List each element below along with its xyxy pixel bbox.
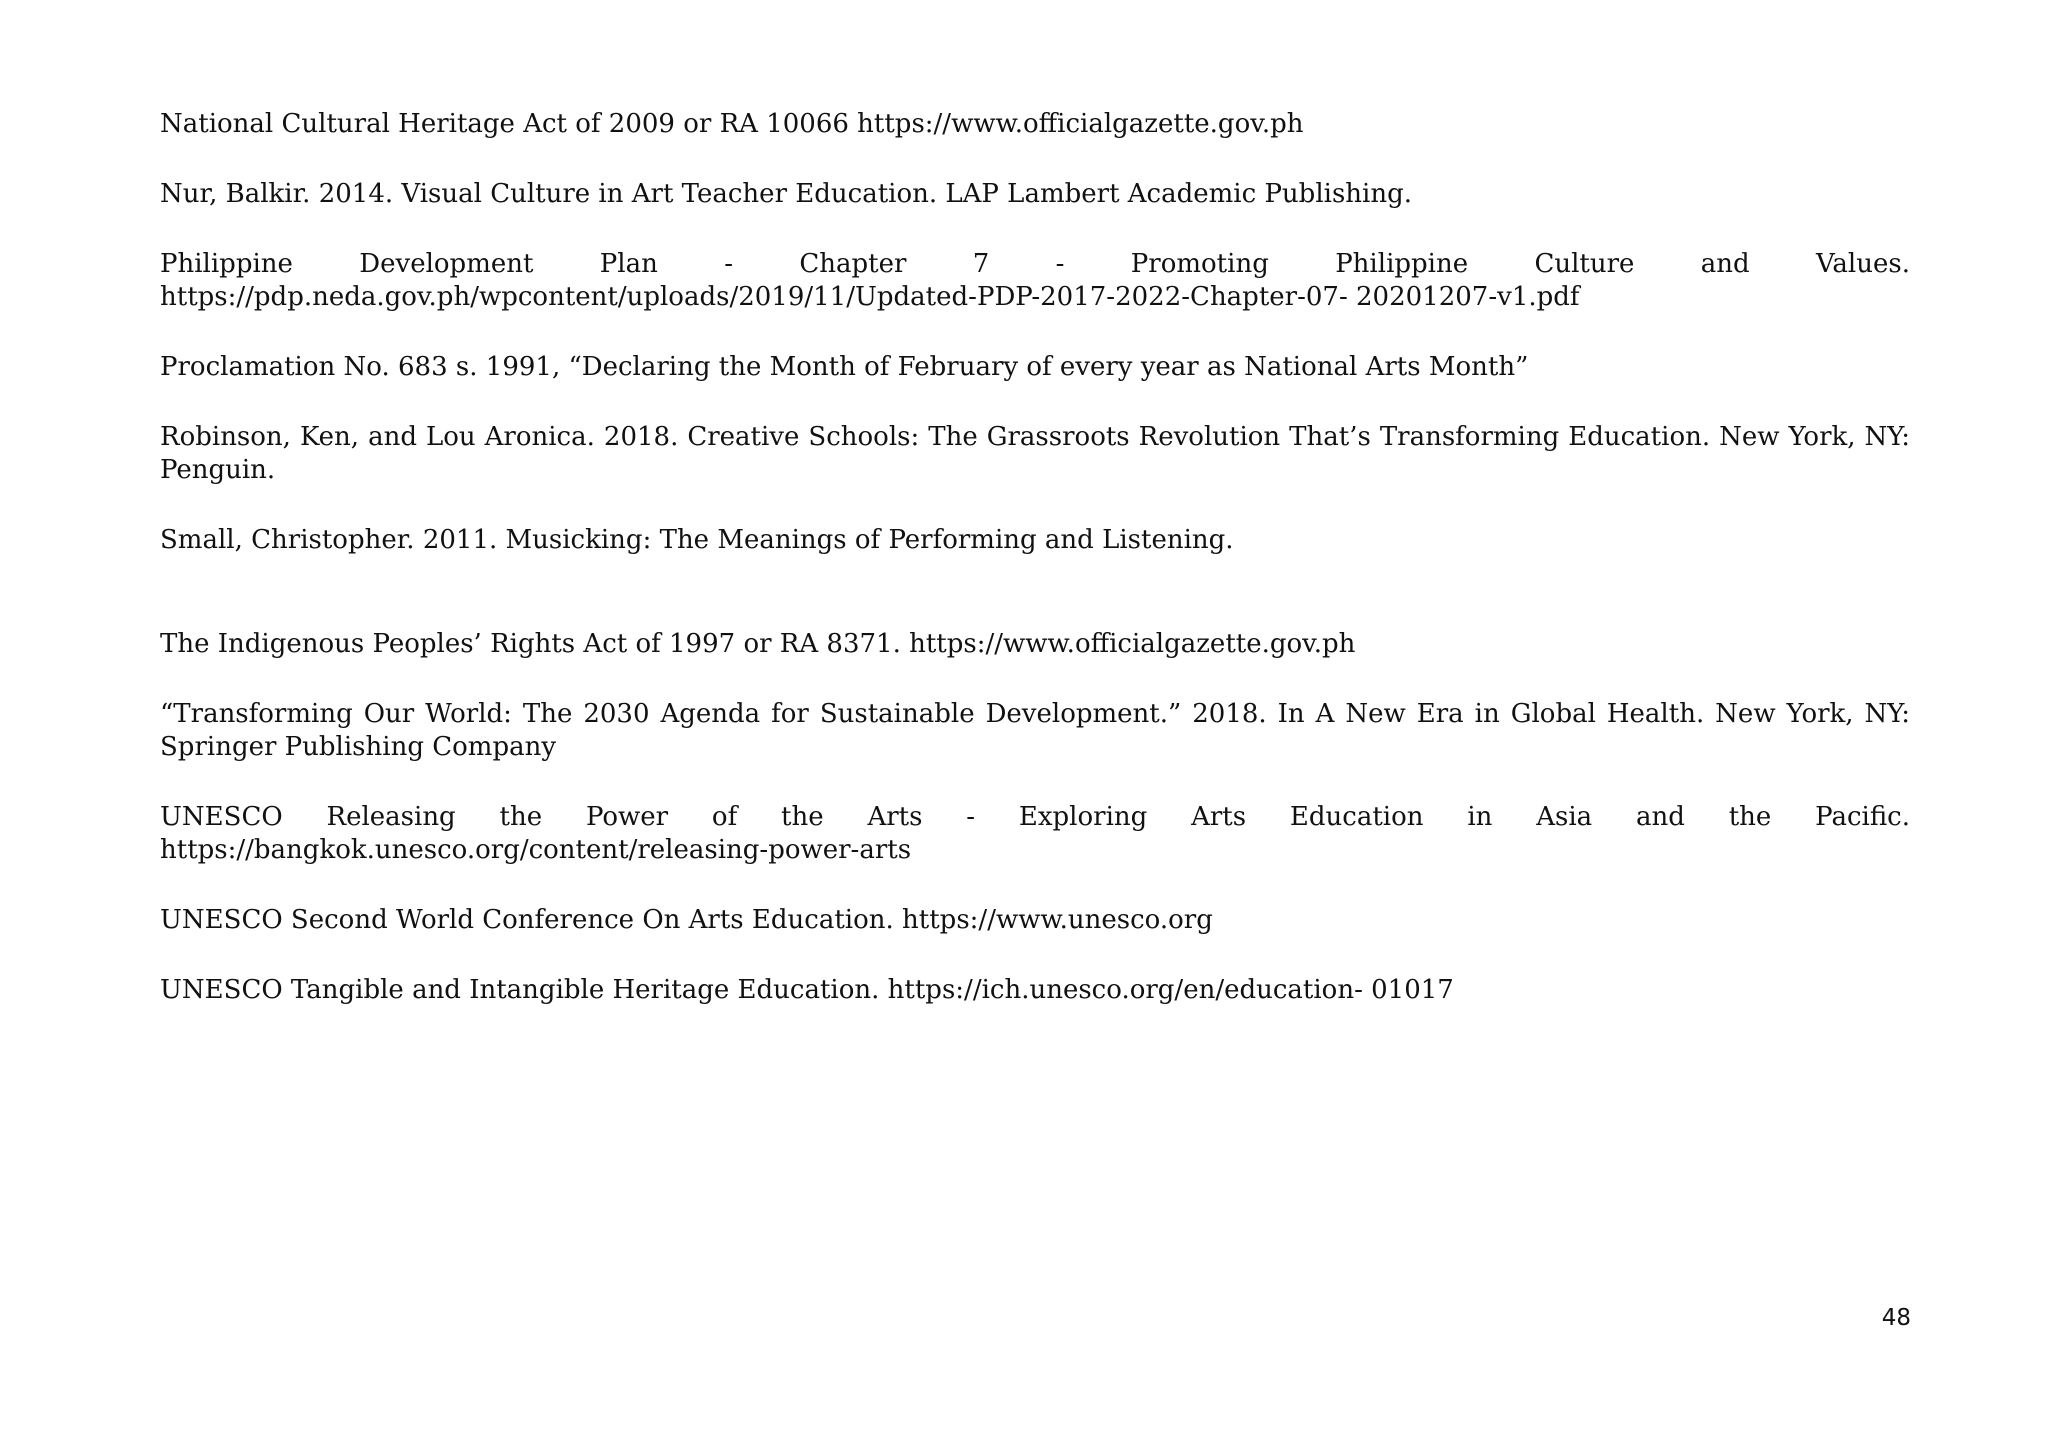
reference-item: Robinson, Ken, and Lou Aronica. 2018. Creative Schools: The Grassroots Revolution That’s Transforming Education. New York, NY: Penguin. (160, 422, 1910, 485)
reference-item: The Indigenous Peoples’ Rights Act of 1997 or RA 8371. https://www.officialgazette.gov.ph (160, 629, 1356, 659)
reference-url: https://bangkok.unesco.org/content/releasing-power-arts (160, 835, 912, 865)
reference-item: “Transforming Our World: The 2030 Agenda for Sustainable Development.” 2018. In A New Era in Global Health. New York, NY: Springer Publishing Company (160, 699, 1910, 762)
reference-item: Small, Christopher. 2011. Musicking: The Meanings of Performing and Listening. (160, 525, 1234, 555)
reference-item: Proclamation No. 683 s. 1991, “Declaring the Month of February of every year as National Arts Month” (160, 352, 1529, 382)
reference-item (160, 801, 1910, 867)
reference-line: UNESCO Releasing the Power of the Arts - Exploring Arts Education in Asia and the Pacific. (160, 802, 1910, 832)
page-number: 48 (1881, 1305, 1911, 1331)
reference-item: Nur, Balkir. 2014. Visual Culture in Art Teacher Education. LAP Lambert Academic Publishing. (160, 179, 1413, 209)
reference-item: National Cultural Heritage Act of 2009 or RA 10066 https://www.officialgazette.gov.ph (160, 109, 1304, 139)
reference-item (160, 248, 1910, 314)
reference-item: UNESCO Tangible and Intangible Heritage Education. https://ich.unesco.org/en/education- 01017 (160, 975, 1454, 1005)
reference-list (160, 108, 1910, 1007)
reference-item: UNESCO Second World Conference On Arts Education. https://www.unesco.org (160, 905, 1213, 935)
reference-line: Philippine Development Plan - Chapter 7 - Promoting Philippine Culture and Values. (160, 249, 1910, 279)
reference-url: https://pdp.neda.gov.ph/wpcontent/uploads/2019/11/Updated-PDP-2017-2022-Chapter-07- 20201207-v1.pdf (160, 282, 1580, 312)
